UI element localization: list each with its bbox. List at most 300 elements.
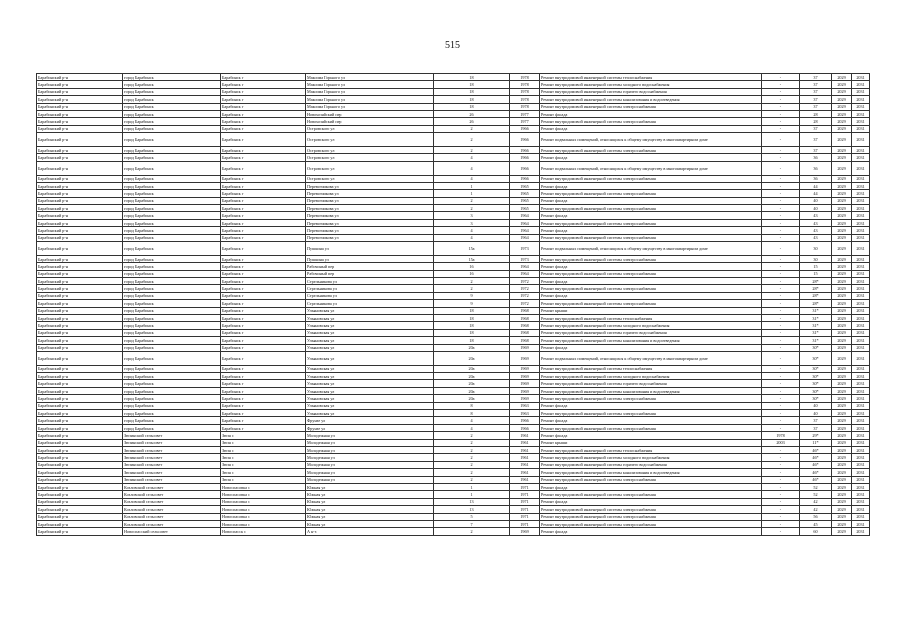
table-cell: 2029 (832, 219, 852, 226)
table-cell: город Барабинск (123, 424, 221, 431)
table-cell: - (762, 402, 800, 409)
table-cell: - (762, 88, 800, 95)
table-cell: Барабинский р-н (37, 461, 123, 468)
table-cell: 30* (800, 380, 832, 387)
table-cell: Козловский сельсовет (123, 513, 221, 520)
table-cell: 2029 (832, 133, 852, 147)
table-cell: 46* (800, 469, 832, 476)
table-cell: Барабинский р-н (37, 476, 123, 483)
table-cell: - (762, 277, 800, 284)
table-row (37, 234, 870, 241)
table-cell: 2031 (852, 270, 870, 277)
table-cell: город Барабинск (123, 182, 221, 189)
table-cell: 1966 (510, 125, 540, 132)
table-cell: Южная ул (306, 513, 434, 520)
table-cell: 3 (434, 212, 510, 219)
table-row (37, 344, 870, 351)
table-cell: 46* (800, 446, 832, 453)
table-cell: 18 (434, 88, 510, 95)
table-cell: Зюзинский сельсовет (123, 432, 221, 439)
table-cell: 2031 (852, 469, 870, 476)
table-cell: Барабинск г (221, 234, 306, 241)
table-cell: Стрельникова ул (306, 277, 434, 284)
table-cell: Южная ул (306, 498, 434, 505)
table-cell: 28 (800, 110, 832, 117)
table-cell: - (762, 300, 800, 307)
table-cell: Южная ул (306, 483, 434, 490)
table-cell: 2031 (852, 410, 870, 417)
table-cell: 2 (434, 446, 510, 453)
table-cell: 2031 (852, 234, 870, 241)
table-cell: 2031 (852, 513, 870, 520)
table-row (37, 395, 870, 402)
table-cell: Барабинск г (221, 161, 306, 175)
table-cell: Островского ул (306, 146, 434, 153)
table-cell: - (762, 146, 800, 153)
table-cell: 2029 (832, 175, 852, 182)
table-cell: 20а (434, 387, 510, 394)
table-cell: 2029 (832, 285, 852, 292)
table-cell: - (762, 255, 800, 262)
table-cell: 30* (800, 351, 832, 365)
table-cell: 1964 (510, 234, 540, 241)
table-cell: 2029 (832, 476, 852, 483)
table-cell: Барабинск г (221, 74, 306, 81)
table-cell: Ремонт фасада (540, 402, 762, 409)
table-cell: 1972 (510, 277, 540, 284)
table-cell: Новоспасовка с (221, 513, 306, 520)
table-cell: Барабинский р-н (37, 103, 123, 110)
table-cell: Барабинский р-н (37, 307, 123, 314)
table-cell: город Барабинск (123, 380, 221, 387)
table-cell: 40 (800, 402, 832, 409)
table-cell: 1964 (510, 227, 540, 234)
table-cell: город Барабинск (123, 387, 221, 394)
table-cell: 2029 (832, 387, 852, 394)
table-cell: 52 (800, 491, 832, 498)
table-cell: 37 (800, 96, 832, 103)
table-cell: 2029 (832, 322, 852, 329)
table-cell: - (762, 270, 800, 277)
table-cell: 18 (434, 307, 510, 314)
table-cell: 2 (434, 528, 510, 535)
table-cell: Новохозяйский пер (306, 118, 434, 125)
table-cell: 2031 (852, 88, 870, 95)
table-cell: 2031 (852, 506, 870, 513)
table-row (37, 285, 870, 292)
table-cell: - (762, 469, 800, 476)
table-cell: 2029 (832, 380, 852, 387)
table-cell: Барабинск г (221, 205, 306, 212)
table-cell: Барабинск г (221, 424, 306, 431)
table-cell: Ремонт фасада (540, 432, 762, 439)
table-cell: 1964 (510, 212, 540, 219)
table-cell: Ремонт внутридомовой инженерной системы электроснабжения (540, 234, 762, 241)
table-cell: 1964 (510, 219, 540, 226)
table-cell: Зюзинский сельсовет (123, 446, 221, 453)
table-cell: город Барабинск (123, 255, 221, 262)
table-cell: Барабинский р-н (37, 417, 123, 424)
table-cell: 2031 (852, 520, 870, 527)
table-cell: Ульяновская ул (306, 395, 434, 402)
table-cell: Барабинский р-н (37, 337, 123, 344)
table-cell: 2031 (852, 387, 870, 394)
table-cell: Ульяновская ул (306, 351, 434, 365)
table-row (37, 476, 870, 483)
table-cell: Барабинск г (221, 314, 306, 321)
table-cell: 2029 (832, 424, 852, 431)
table-cell: - (762, 118, 800, 125)
table-cell: 1966 (510, 133, 540, 147)
table-cell: Ремонт внутридомовой инженерной системы холодного водоснабжения (540, 454, 762, 461)
table-cell: Барабинский р-н (37, 212, 123, 219)
table-row (37, 528, 870, 535)
table-cell: Ремонт внутридомовой инженерной системы горячего водоснабжения (540, 380, 762, 387)
table-cell: 2029 (832, 528, 852, 535)
table-cell: Ульяновская ул (306, 410, 434, 417)
table-row (37, 277, 870, 284)
table-cell: город Барабинск (123, 314, 221, 321)
table-cell: - (762, 227, 800, 234)
table-cell: 2 (434, 432, 510, 439)
table-cell: 2029 (832, 351, 852, 365)
table-cell: Ремонт внутридомовой инженерной системы горячего водоснабжения (540, 88, 762, 95)
table-row (37, 432, 870, 439)
table-row (37, 175, 870, 182)
table-cell: 2031 (852, 322, 870, 329)
table-cell: 2029 (832, 88, 852, 95)
table-cell: Барабинск г (221, 337, 306, 344)
table-cell: 46* (800, 476, 832, 483)
table-cell: Барабинский р-н (37, 506, 123, 513)
table-cell: Барабинский р-н (37, 513, 123, 520)
table-cell: - (762, 365, 800, 372)
table-cell: 1965 (510, 205, 540, 212)
table-cell: Барабинск г (221, 300, 306, 307)
table-cell: 2031 (852, 242, 870, 256)
table-row (37, 365, 870, 372)
table-cell: 2029 (832, 270, 852, 277)
table-cell: - (762, 424, 800, 431)
table-cell: Перевозчикова ул (306, 234, 434, 241)
table-cell: Барабинский р-н (37, 314, 123, 321)
table-cell: 2 (434, 197, 510, 204)
table-cell: город Барабинск (123, 125, 221, 132)
table-cell: Барабинский р-н (37, 263, 123, 270)
table-cell: 36 (800, 161, 832, 175)
table-cell: 1 (434, 182, 510, 189)
table-row (37, 205, 870, 212)
table-cell: город Барабинск (123, 329, 221, 336)
table-cell: Ремонт внутридомовой инженерной системы теплоснабжения (540, 74, 762, 81)
table-cell: Барабинский р-н (37, 439, 123, 446)
table-cell: Барабинск г (221, 212, 306, 219)
table-cell: 1966 (510, 146, 540, 153)
table-cell: 1972 (510, 292, 540, 299)
table-cell: Стрельникова ул (306, 292, 434, 299)
table-cell: Барабинск г (221, 307, 306, 314)
table-cell: 2029 (832, 365, 852, 372)
table-cell: 2029 (832, 212, 852, 219)
table-cell: Ремонт фасада (540, 154, 762, 161)
table-cell: 2 (434, 205, 510, 212)
table-cell: Ульяновская ул (306, 365, 434, 372)
table-cell: 2 (434, 285, 510, 292)
table-row (37, 417, 870, 424)
table-cell: Барабинский р-н (37, 402, 123, 409)
table-cell: 2031 (852, 118, 870, 125)
table-cell: Максима Горького ул (306, 96, 434, 103)
table-cell: 2029 (832, 461, 852, 468)
table-cell: 20а (434, 351, 510, 365)
table-row (37, 351, 870, 365)
table-cell: 2031 (852, 373, 870, 380)
table-row (37, 300, 870, 307)
table-cell: 2031 (852, 461, 870, 468)
table-cell: Ремонт внутридомовой инженерной системы холодного водоснабжения (540, 322, 762, 329)
table-cell: Новоспасовка с (221, 506, 306, 513)
table-cell: 1969 (510, 387, 540, 394)
table-cell: 40 (800, 410, 832, 417)
table-cell: 2 (434, 476, 510, 483)
table-cell: Барабинск г (221, 133, 306, 147)
table-cell: 44 (800, 182, 832, 189)
table-cell: город Барабинск (123, 133, 221, 147)
table-cell: 2029 (832, 292, 852, 299)
table-cell: город Барабинск (123, 242, 221, 256)
table-cell: Ремонт внутридомовой инженерной системы электроснабжения (540, 476, 762, 483)
table-cell: 43 (800, 212, 832, 219)
table-cell: 2031 (852, 344, 870, 351)
table-cell: 28* (800, 300, 832, 307)
table-cell: 4 (434, 234, 510, 241)
table-cell: Новоспасовка с (221, 491, 306, 498)
table-cell: 37 (800, 417, 832, 424)
table-cell: Барабинск г (221, 88, 306, 95)
table-cell: город Барабинск (123, 227, 221, 234)
table-cell: Ульяновская ул (306, 322, 434, 329)
table-cell: 2029 (832, 81, 852, 88)
table-row (37, 337, 870, 344)
table-cell: Барабинский р-н (37, 118, 123, 125)
table-cell: 1965 (510, 190, 540, 197)
table-cell: Барабинск г (221, 292, 306, 299)
table-cell: Перевозчикова ул (306, 182, 434, 189)
table-cell: - (762, 74, 800, 81)
table-cell: 15 (800, 263, 832, 270)
table-cell: - (762, 125, 800, 132)
table-cell: город Барабинск (123, 110, 221, 117)
table-cell: 1978 (510, 88, 540, 95)
table-cell: - (762, 351, 800, 365)
table-cell: Ремонт фасада (540, 227, 762, 234)
table-cell: 2031 (852, 277, 870, 284)
table-cell: 18 (434, 74, 510, 81)
table-row (37, 125, 870, 132)
table-cell: Барабинский р-н (37, 483, 123, 490)
table-cell: 1966 (510, 424, 540, 431)
table-row (37, 513, 870, 520)
table-cell: Ремонт внутридомовой инженерной системы канализования и водоотведения (540, 337, 762, 344)
table-cell: 1977 (510, 110, 540, 117)
table-cell: 2029 (832, 205, 852, 212)
table-cell: - (762, 410, 800, 417)
table-row (37, 110, 870, 117)
table-cell: 18 (434, 329, 510, 336)
table-cell: 56 (800, 513, 832, 520)
table-row (37, 314, 870, 321)
table-cell: 2029 (832, 337, 852, 344)
table-cell: город Барабинск (123, 410, 221, 417)
table-cell: 18 (434, 322, 510, 329)
table-cell: Ремонт внутридомовой инженерной системы холодного водоснабжения (540, 81, 762, 88)
table-cell: 2029 (832, 417, 852, 424)
table-cell: 1969 (510, 380, 540, 387)
table-cell: Ремонт фасада (540, 263, 762, 270)
table-cell: город Барабинск (123, 96, 221, 103)
table-cell: Островского ул (306, 161, 434, 175)
table-cell: - (762, 205, 800, 212)
table-cell: 2029 (832, 520, 852, 527)
table-cell: 1 (434, 190, 510, 197)
table-cell: Стрельникова ул (306, 285, 434, 292)
table-cell: Барабинский р-н (37, 387, 123, 394)
table-cell: - (762, 395, 800, 402)
table-cell: Барабинский р-н (37, 125, 123, 132)
table-cell: Барабинский р-н (37, 424, 123, 431)
table-cell: город Барабинск (123, 285, 221, 292)
table-cell: 1968 (510, 329, 540, 336)
table-cell: Барабинский р-н (37, 110, 123, 117)
table-cell: 37 (800, 146, 832, 153)
table-cell: Барабинский р-н (37, 454, 123, 461)
table-cell: - (762, 528, 800, 535)
table-cell: Ремонт внутридомовой инженерной системы электроснабжения (540, 300, 762, 307)
table-cell: Барабинский р-н (37, 227, 123, 234)
table-cell: Максима Горького ул (306, 103, 434, 110)
table-cell: Барабинский р-н (37, 234, 123, 241)
table-row (37, 190, 870, 197)
table-cell: Пушкина ул (306, 255, 434, 262)
table-cell: - (762, 498, 800, 505)
table-cell: 13 (434, 498, 510, 505)
table-cell: Островского ул (306, 133, 434, 147)
table-cell: - (762, 329, 800, 336)
table-cell: Барабинск г (221, 110, 306, 117)
table-cell: Барабинский р-н (37, 380, 123, 387)
table-cell: 30 (800, 242, 832, 256)
table-cell: Барабинск г (221, 402, 306, 409)
table-cell: Барабинск г (221, 351, 306, 365)
table-cell: - (762, 182, 800, 189)
table-cell: - (762, 491, 800, 498)
table-cell: Барабинск г (221, 242, 306, 256)
table-cell: 52 (800, 483, 832, 490)
table-cell: - (762, 506, 800, 513)
table-cell: 1978 (510, 74, 540, 81)
table-cell: город Барабинск (123, 270, 221, 277)
table-cell: Барабинск г (221, 175, 306, 182)
table-cell: 30* (800, 365, 832, 372)
table-cell: Барабинск г (221, 410, 306, 417)
table-cell: Барабинск г (221, 387, 306, 394)
table-cell: Барабинск г (221, 118, 306, 125)
table-cell: 2029 (832, 110, 852, 117)
table-cell: 16 (434, 270, 510, 277)
table-cell: 2031 (852, 337, 870, 344)
table-cell: Ремонт внутридомовой инженерной системы электроснабжения (540, 270, 762, 277)
table-cell: Барабинский р-н (37, 351, 123, 365)
table-cell: город Барабинск (123, 337, 221, 344)
table-row (37, 410, 870, 417)
table-cell: 1961 (510, 454, 540, 461)
table-cell: Зюзинский сельсовет (123, 461, 221, 468)
table-cell: - (762, 454, 800, 461)
table-cell: Зюзя с (221, 454, 306, 461)
table-row (37, 498, 870, 505)
table-cell: Зюзинский сельсовет (123, 439, 221, 446)
table-row (37, 270, 870, 277)
table-cell: Барабинский р-н (37, 491, 123, 498)
table-cell: 1969 (510, 395, 540, 402)
table-cell: Барабинск г (221, 395, 306, 402)
table-cell: Новоспасовка с (221, 498, 306, 505)
table-cell: 40 (800, 205, 832, 212)
table-cell: - (762, 161, 800, 175)
table-cell: - (762, 337, 800, 344)
table-cell: 20а (434, 395, 510, 402)
table-cell: 20а (434, 373, 510, 380)
table-cell: 2031 (852, 205, 870, 212)
table-cell: Ремонт фасада (540, 197, 762, 204)
table-cell: 1978 (510, 81, 540, 88)
table-cell: город Барабинск (123, 277, 221, 284)
table-cell: Ремонт внутридомовой инженерной системы горячего водоснабжения (540, 329, 762, 336)
table-cell: 40 (800, 197, 832, 204)
table-cell: 2031 (852, 446, 870, 453)
table-cell: 1968 (510, 307, 540, 314)
table-cell: Ульяновская ул (306, 380, 434, 387)
table-cell: Козловский сельсовет (123, 506, 221, 513)
table-cell: 31* (800, 322, 832, 329)
table-cell: город Барабинск (123, 322, 221, 329)
table-cell: город Барабинск (123, 175, 221, 182)
table-cell: - (762, 190, 800, 197)
table-cell: 2031 (852, 365, 870, 372)
table-cell: - (762, 96, 800, 103)
table-cell: 37 (800, 133, 832, 147)
table-cell: 2031 (852, 292, 870, 299)
table-cell: - (762, 322, 800, 329)
table-cell: 2029 (832, 498, 852, 505)
table-cell: Ремонт внутридомовой инженерной системы электроснабжения (540, 506, 762, 513)
table-cell: город Барабинск (123, 402, 221, 409)
table-cell: 30* (800, 344, 832, 351)
table-cell: 4 (434, 154, 510, 161)
table-cell: Барабинский р-н (37, 528, 123, 535)
table-cell: 2029 (832, 154, 852, 161)
table-cell: 1964 (510, 270, 540, 277)
table-cell: 46* (800, 454, 832, 461)
table-cell: - (762, 461, 800, 468)
table-cell: город Барабинск (123, 219, 221, 226)
table-cell: Барабинск г (221, 270, 306, 277)
table-cell: Ремонт внутридомовой инженерной системы электроснабжения (540, 103, 762, 110)
table-cell: 44 (800, 190, 832, 197)
table-cell: город Барабинск (123, 351, 221, 365)
table-cell: 4 (434, 417, 510, 424)
table-row (37, 227, 870, 234)
